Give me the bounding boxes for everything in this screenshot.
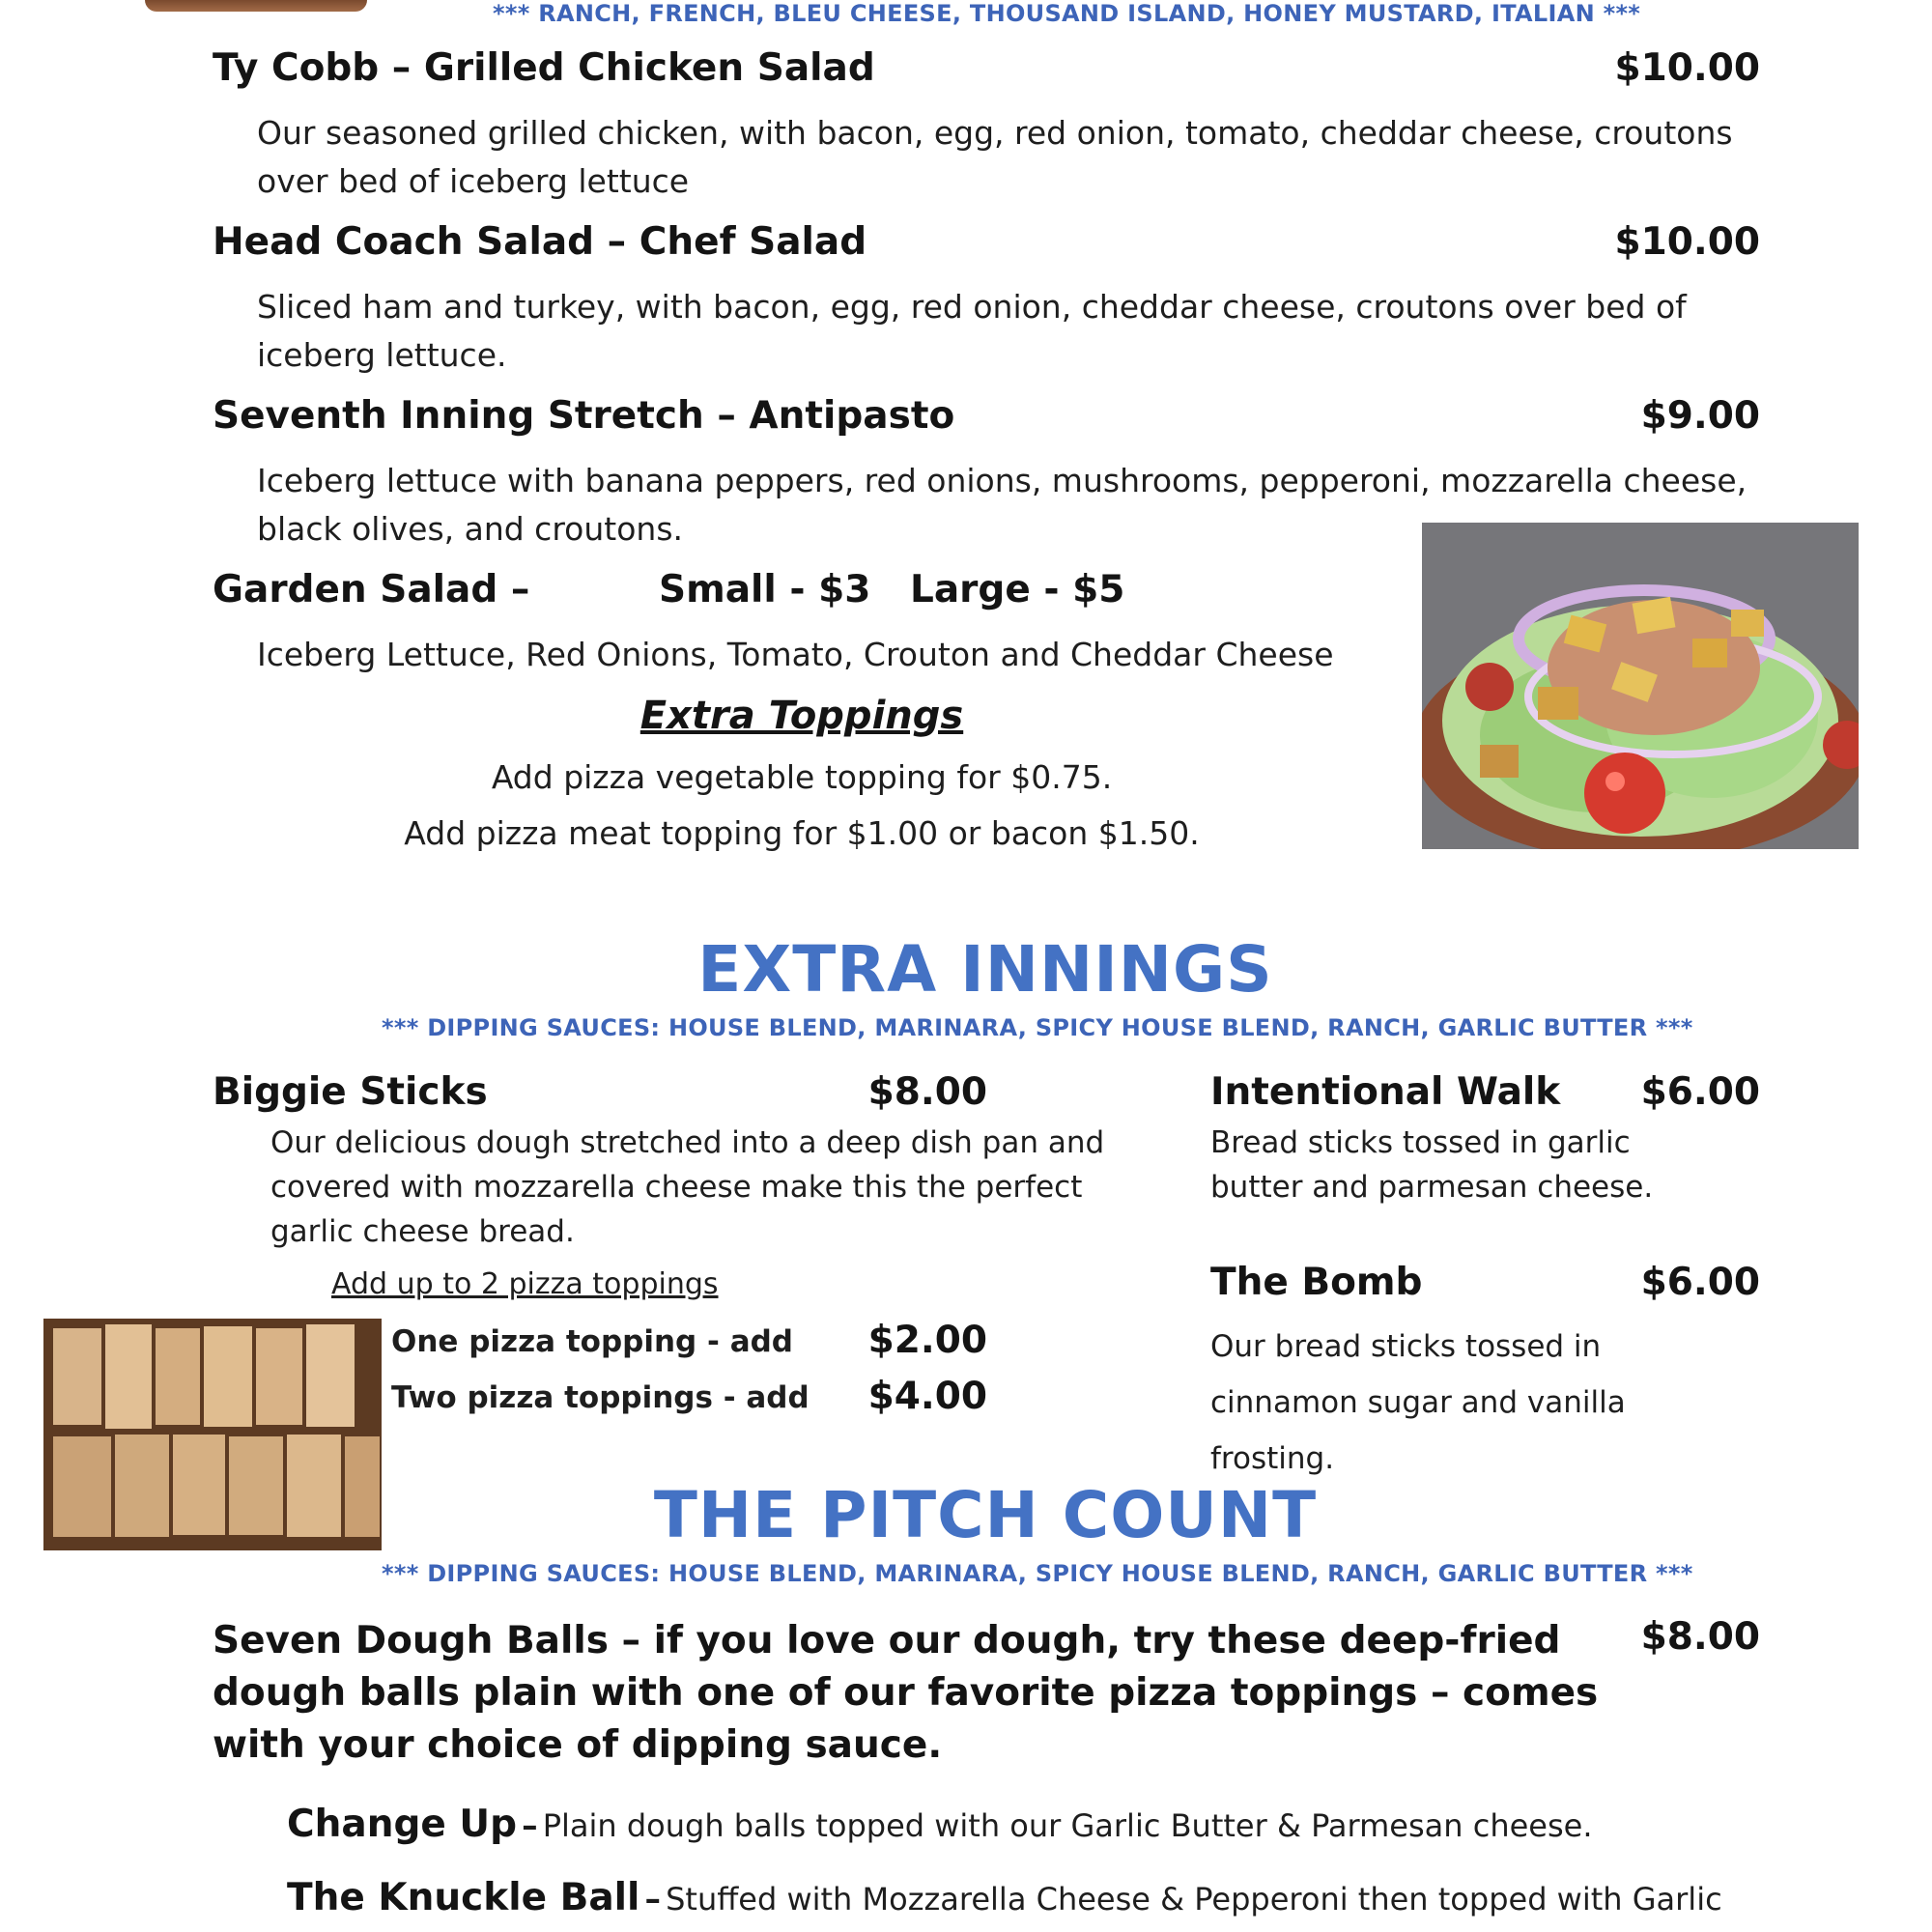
the-bomb-desc: Our bread sticks tossed in cinnamon sugar and vanilla frosting. [1210,1329,1626,1476]
garden-salad-small: Small - $3 [659,568,871,611]
biggie-sticks-name: Biggie Sticks [213,1070,488,1114]
pitch-count-title: THE PITCH COUNT [653,1478,1318,1552]
item-seventh-inning-desc: Iceberg lettuce with banana peppers, red onions, mushrooms, pepperoni, mozzarella cheese, black olives, and croutons. [257,462,1747,548]
garden-salad-large: Large - $5 [910,568,1125,611]
biggie-sticks-desc: Our delicious dough stretched into a deep dish pan and covered with mozzarella cheese make this the perfect garlic cheese bread. [270,1125,1105,1249]
item-seventh-inning-price: $9.00 [1640,394,1760,438]
extra-toppings-title: Extra Toppings [639,694,964,738]
knuckle-ball-dash: – [644,1880,661,1918]
breadsticks-illustration [43,1319,382,1550]
addon-two-price: $4.00 [867,1375,987,1418]
knuckle-ball-name: The Knuckle Ball [287,1876,640,1919]
dough-balls-text: Seven Dough Balls – if you love our dough, try these deep-fried dough balls plain with one of our favorite pizza toppings – comes with your choice of dipping sauce. [213,1619,1599,1767]
item-head-coach-price: $10.00 [1614,220,1760,264]
the-bomb-price: $6.00 [1640,1261,1760,1304]
biggie-sticks-price: $8.00 [867,1070,987,1114]
change-up-line [287,1803,1593,1846]
item-ty-cobb-name: Ty Cobb – Grilled Chicken Salad [213,46,875,90]
biggie-addon-title: Add up to 2 pizza toppings [331,1267,719,1301]
addon-two-label: Two pizza toppings - add [391,1380,810,1415]
salad-dressing-line: *** RANCH, FRENCH, BLEU CHEESE, THOUSAND ISLAND, HONEY MUSTARD, ITALIAN *** [493,0,1641,27]
knuckle-ball-desc: Stuffed with Mozzarella Cheese & Pepperoni then topped with Garlic [666,1881,1722,1918]
extra-innings-sauce-line: *** DIPPING SAUCES: HOUSE BLEND, MARINARA, SPICY HOUSE BLEND, RANCH, GARLIC BUTTER *** [382,1014,1693,1041]
the-bomb-name: The Bomb [1210,1261,1423,1304]
item-ty-cobb-desc: Our seasoned grilled chicken, with bacon, egg, red onion, tomato, cheddar cheese, croutons over bed of iceberg lettuce [257,114,1733,200]
change-up-dash: – [522,1806,538,1844]
extra-innings-title: EXTRA INNINGS [697,932,1273,1007]
addon-one-price: $2.00 [867,1319,987,1362]
garden-salad-name: Garden Salad – [213,568,530,611]
salad-bowl-illustration [1422,523,1859,849]
item-head-coach-name: Head Coach Salad – Chef Salad [213,220,867,264]
intentional-walk-name: Intentional Walk [1210,1070,1561,1114]
top-food-photo [145,0,367,12]
breadsticks-photo [43,1319,382,1550]
intentional-walk-desc: Bread sticks tossed in garlic butter and parmesan cheese. [1210,1125,1654,1205]
garden-salad-desc: Iceberg Lettuce, Red Onions, Tomato, Crouton and Cheddar Cheese [257,636,1334,673]
knuckle-ball-line [287,1876,1722,1919]
extra-toppings-line-2: Add pizza meat topping for $1.00 or bacon $1.50. [404,814,1200,852]
addon-one-label: One pizza topping - add [391,1324,793,1359]
intentional-walk-price: $6.00 [1640,1070,1760,1114]
item-seventh-inning-name: Seventh Inning Stretch – Antipasto [213,394,955,438]
dough-balls-price: $8.00 [1640,1615,1760,1659]
change-up-name: Change Up [287,1803,517,1846]
item-ty-cobb-price: $10.00 [1614,46,1760,90]
extra-toppings-line-1: Add pizza vegetable topping for $0.75. [491,758,1113,796]
salad-photo [1422,523,1859,849]
item-head-coach-desc: Sliced ham and turkey, with bacon, egg, red onion, cheddar cheese, croutons over bed of iceberg lettuce. [257,288,1687,374]
change-up-desc: Plain dough balls topped with our Garlic Butter & Parmesan cheese. [542,1807,1593,1844]
pitch-count-sauce-line: *** DIPPING SAUCES: HOUSE BLEND, MARINARA, SPICY HOUSE BLEND, RANCH, GARLIC BUTTER *** [382,1560,1693,1587]
